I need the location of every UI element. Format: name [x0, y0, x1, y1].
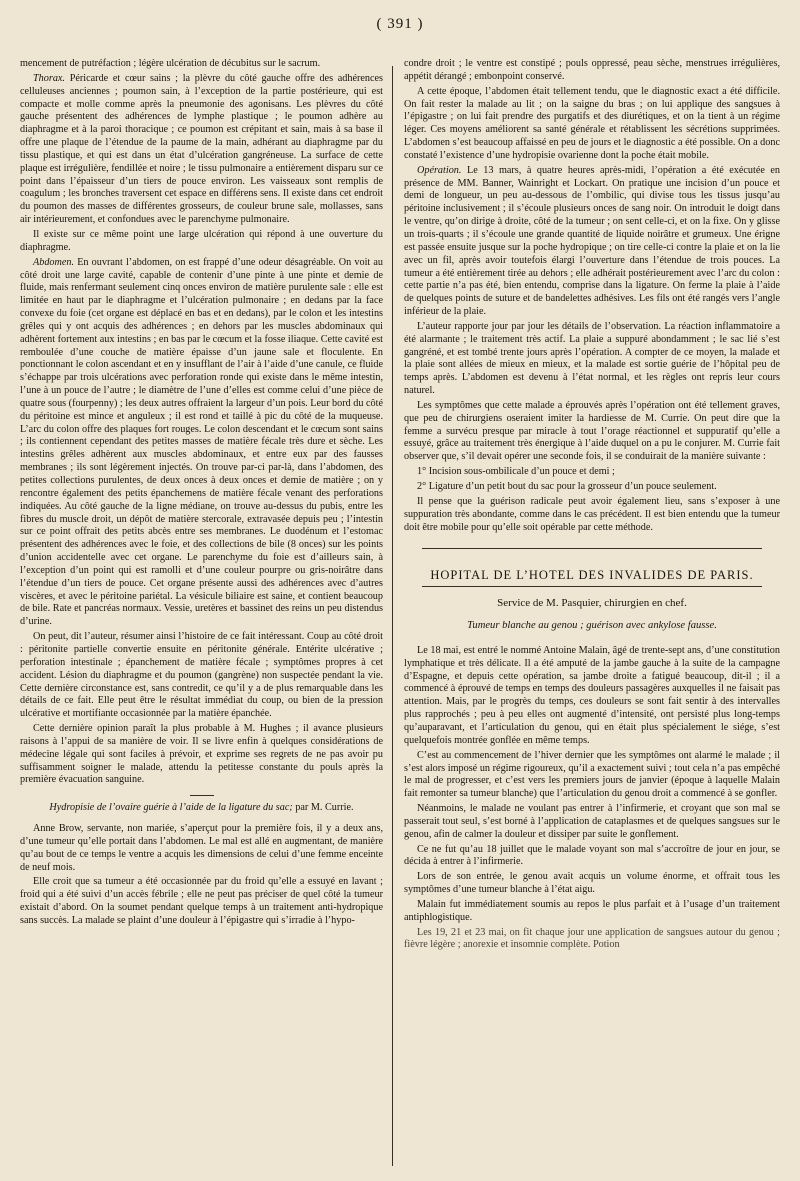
paragraph: Les symptômes que cette malade a éprouvés après l’opération ont été tellement graves, que peu de chirurgiens oseraient imiter la hardiesse de M. Currie. On peut dire que la femme a survécu presque par miracle à tout l’orage réactionnel et suppuratif qu’elle a essuyé, grâce au traitement très énergique à l’aide duquel on a pu le conjurer. M. Currie fait observer que, s’il devait opérer une seconde fois, il se conduirait de la manière suivante : — [404, 399, 780, 463]
abdomen-text: En ouvrant l’abdomen, on est frappé d’une odeur désagréable. On voit au côté droit une large cavité, capable de contenir d’une pinte à une pinte et demie de fluide, mais renfermant seulement cinq onces environ de matière purulente sale : elle est limitée en haut par le diaphragme et l’ulcération pulmonaire ; en dedans par la face convexe du foie (cet organe est déplacé en bas et en dedans), par le colon et les intestins grêles qui y ont acquis des adhérences ; en dehors par les muscles abdominaux qui adhèrent fortement aux intestins ; en bas par le cœcum et la fosse iliaque. Cette cavité est remboulée d’une couche de matière épaisse d’un jaune sale et floculente. En ponctionnant le colon ascendant et en y insufflant de l’air à l’aide d’une canule, ce fluide s’échappe par trois ulcérations avec perforation ronde qui existe dans le même intestin, l’une à un pouce de l’autre ; le diamètre de l’une d’elles est comme celui d’une pièce de quatre sous (fourpenny) ; les deux autres offraient la largeur d’un pois. Leur bord du côté du péritoine est mince et anguleux ; il est rond et taillé à pic du côté de la muqueuse. L’arc du colon offre des plaques fort rouges. Le colon descendant et le cœcum sont sains ; ils contiennent cependant des petites masses de matière fécale très dure et sèche. Les intestins grêles adhèrent aux muscles abdominaux, et entre eux par des fausses membranes ; ils sont légèrement injectés. On trouve par-ci par-là, dans l’abdomen, des petites collections purulentes, de deux onces à deux onces et demie de matière ; on y rencontre également des petits épanchemens de matière fécale venant des perforations indiquées. Au côté gauche de la ligne médiane, on trouve au-dessus du pubis, entre les fibres du muscle droit, un dépôt de matière stercorale, extravasée depuis peu ; l’intestin sur ce point offrait des petits abcès entre ses membranes. Le duodénum et l’estomac présentent des adhérences avec le foie, et des collections de bile (8 onces) sur les points d’union accidentelle avec cet organe. Le parenchyme du foie est d’ailleurs sain, à l’exception d’un point qui est ramolli et d’une couleur pourpre ou gris-noirâtre dans l’étendue d’un tiers de pouce. Cet organe présente aussi des adhérences avec d’autres viscères, et avec le péritoine pariétal. La vésicule biliaire est saine, et contient beaucoup de bile. Rate et pancréas normaux. Vessie, uretères et bassinet des reins un peu distendus d’urine. — [20, 256, 384, 628]
section-title-italic: Hydropisie de l’ovaire guérie à l’aide de la ligature du sac; — [49, 802, 293, 814]
paragraph: Malain fut immédiatement soumis au repos le plus parfait et à l’usage d’un traitement antiphlogistique. — [404, 898, 780, 923]
paragraph-operation — [404, 165, 780, 319]
section-title — [20, 802, 383, 815]
service-line: Service de M. Pasquier, chirurgien en chef. — [497, 597, 687, 610]
paragraph: Les 19, 21 et 23 mai, on fit chaque jour une application de sangsues autour du genou ; fièvre légère ; anorexie et insomnie complète. Potion — [404, 926, 780, 951]
thorax-text: Péricarde et cœur sains ; la plèvre du côté gauche offre des adhérences celluleuses anciennes ; poumon sain, à l’exception de la partie postérieure, qui est compacte et molle comme après la pneumonie des agonisans. Les plèvres du côté gauche présentent des adhérences de lymphe plastique ; le poumon adhère au diaphragme et à la paroi thoracique ; ce poumon est crépitant et sain, mais à sa base il offre une plaque de l’étendue de la paume de la main, adhérant au diaphragme par du tissu plastique, et qui est dans un état d’ulcération gangréneuse. La surface de cette plaque est irrégulière, fendillée et noire ; le tissu pulmonaire a entièrement disparu sur ce point dans l’épaisseur d’un tiers de pouce environ. Les vaisseaux sont remplis de coagulum ; les bronches traversent cet espace en différens sens. Il existe dans cet endroit du poumon des masses de différentes grosseurs, de couleur brune sale, mollasses, sans air intérieurement, et confondues avec le parenchyme pulmonaire. — [20, 72, 383, 226]
paragraph: Lors de son entrée, le genou avait acquis un volume énorme, et offrait tous les symptômes d’une tumeur blanche à l’état aigu. — [404, 871, 780, 896]
abdomen-label: Abdomen. — [33, 256, 75, 268]
paragraph: Anne Brow, servante, non mariée, s’aperçut pour la première fois, il y a deux ans, d’une tumeur qu’elle portait dans l’abdomen. Le mal est allé en augmentant, de manière qu’au bout de ce temps le ventre a acquis les dimensions de celui d’une femme enceinte de neuf mois. — [20, 823, 383, 873]
separator — [190, 795, 214, 796]
paragraph: Ce ne fut qu’au 18 juillet que le malade voyant son mal s’accroître de jour en jour, se décida à entrer à l’infirmerie. — [404, 843, 780, 868]
list-item: 1° Incision sous-ombilicale d’un pouce et demi ; — [417, 466, 615, 478]
paragraph: Il pense que la guérison radicale peut avoir également lieu, sans s’exposer à une suppuration très abondante, comme dans le cas précédent. Il est bien entendu que la tumeur doit être mobile pour qu’elle soit opérable par cette méthode. — [404, 495, 780, 533]
paragraph: Il existe sur ce même point une large ulcération qui répond à une ouverture du diaphragme. — [20, 228, 383, 253]
paragraph: mencement de putréfaction ; légère ulcération de décubitus sur le sacrum. — [20, 58, 321, 69]
hospital-title: HOPITAL DE L’HOTEL DES INVALIDES DE PARIS. — [430, 568, 754, 583]
paragraph: Néanmoins, le malade ne voulant pas entrer à l’infirmerie, et croyant que son mal se passerait tout seul, s’est borné à l’application de cataplasmes et de quelques sangsues sur le genou, afin de calmer la douleur et dissiper par suite le gonflement. — [404, 803, 780, 840]
column-divider — [392, 66, 393, 1166]
thorax-label: Thorax. — [33, 72, 65, 84]
list-item: 2° Ligature d’un petit bout du sac pour la grosseur d’un pouce seulement. — [417, 481, 717, 492]
paragraph-abdomen — [20, 257, 383, 629]
paragraph: Le 18 mai, est entré le nommé Antoine Malain, âgé de trente-sept ans, d’une constitution lymphatique et très délicate. Il a été amputé de la jambe gauche à la suite de la campagne d’Espagne, et depuis cette opération, sa jambe droite a fatigué beaucoup, dit-il ; il a commencé à éprouvé de temps en temps des douleurs passagères auxquelles il ne faisait pas attention. Mais, par le progrès du temps, ces douleurs se sont fait sentir à des intervalles plus rapprochés ; peu à peu elles ont augmenté d’intensité, ont persisté plus long-temps qu’auparavant, et l’articulation du genou, qui en était plus spécialement le siége, s’est quelquefois montrée gonflée en même temps. — [404, 644, 780, 746]
separator — [422, 586, 762, 587]
paragraph: A cette époque, l’abdomen était tellement tendu, que le diagnostic exact a été difficile. On fait rester la malade au lit ; on la saigne du bras ; on lui applique des sangsues à l’épigastre ; on lui fait prendre des purgatifs et des diurétiques, et on la tient à un régime léger. Ces moyens améliorent sa santé générale et rétablissent les sécrétions supprimées. L’abdomen s’est beaucoup affaissé en peu de jours et le diagnostic a été possible. On a donc constaté l’existence d’une hydropisie ovarienne dont la poche était mobile. — [404, 85, 780, 161]
right-column — [404, 58, 780, 954]
paragraph: C’est au commencement de l’hiver dernier que les symptômes ont alarmé le malade ; il s’est alors imposé un régime rigoureux, qu’il a exactement suivi ; tout cela n’a pas empêché le mal de progresser, et c’est vers les premiers jours de janvier (époque à laquelle Malain fait remonter sa tumeur blanche) que l’articulation du genou droit a commencé à se gonfler. — [404, 749, 780, 800]
left-column — [20, 58, 383, 930]
paragraph: Cette dernière opinion paraît la plus probable à M. Hughes ; il avance plusieurs raisons à l’appui de sa manière de voir. Il se livre enfin à quelques considérations de médecine légale qui sont faciles à prévoir, et exprime ses regrets de ne pas avoir pu suffisamment soigner le malade, attendu la petitesse constante du pouls après la première évacuation sanguine. — [20, 723, 383, 786]
paragraph: L’auteur rapporte jour par jour les détails de l’observation. La réaction inflammatoire a été alarmante ; le traitement très actif. La plaie a suppuré abondamment ; le sac lié s’est gangréné, et est tombé trente jours après l’opération. A compter de ce moyen, la malade et la plaie sont allées de mieux en mieux, et la malade est sortie guérie de l’hôpital peu de temps après. L’abdomen est devenu à l’état normal, et les règles ont repris leur cours naturel. — [404, 320, 780, 397]
section-title-author: par M. Currie. — [292, 802, 354, 814]
paragraph: condre droit ; le ventre est constipé ; pouls oppressé, peau sèche, menstrues irrégulières, appétit dérangé ; embonpoint conservé. — [404, 58, 780, 82]
paragraph: Elle croit que sa tumeur a été occasionnée par du froid qu’elle a essuyé en lavant ; froid qui a été suivi d’un accès fébrile ; elle ne peut pas préciser de quel côté la tumeur existait d’abord. On la soumet pendant quelque temps à un traitement anti-hydropique sans succès. La malade se plaint d’une douleur à l’épigastre qui s’irradie à l’hypo- — [20, 876, 383, 926]
paragraph-thorax — [20, 73, 383, 227]
operation-text: Le 13 mars, à quatre heures après-midi, l’opération a été exécutée en présence de MM. Banner, Wainright et Lockart. On pratique une incision d’un pouce et demi de longueur, un peu au-dessous de l’ombilic, qui divise tous les tissus jusqu’au péritoine inclusivement ; il s’écoule plusieurs onces de sang noir. On introduit le doigt dans le ventre, qu’on dirige à droite, côté de la tumeur ; on sent celle-ci, et on la fixe. On y glisse un trois-quarts ; il s’écoule une grande quantité de liquide noirâtre et grumeux. Une érigne est passée ensuite jusque sur la poche hydropique ; on tire celle-ci contre la plaie et on la lie avec un fil, après avoir toutefois élargi l’ouverture dans l’étendue de trois pouces. La tumeur a été entièrement tirée au dehors ; elle adhérait postérieurement avec l’arc du colon : cette partie n’a pas été, bien entendu, comprise dans la ligature. On ferme la plaie à l’aide de quelques points de suture et de bandelettes adhésives. Les fils ont été rangés vers l’angle inférieur de la plaie. — [404, 164, 781, 318]
operation-label: Opération. — [417, 164, 462, 176]
paragraph: On peut, dit l’auteur, résumer ainsi l’histoire de ce fait intéressant. Coup au côté droit : péritonite partielle convertie ensuite en péritonite générale. Entérite ulcérative ; perforation intestinale ; épanchement de matière fécale ; symptômes propres à cet accident. Lésion du diaphragme et du poumon (gangrène) non suspectée pendant la vie. Cette dernière circonstance est, sans contredit, ce qu’il y a de plus remarquable dans les détails de ce fait. Elle peut être le résultat immédiat du coup, ou bien de la pression ulcérative et mortifiante occasionnée par la matière épanchée. — [20, 631, 383, 720]
case-title: Tumeur blanche au genou ; guérison avec ankylose fausse. — [467, 620, 717, 632]
separator — [422, 548, 762, 549]
page-number: ( 391 ) — [376, 16, 424, 32]
